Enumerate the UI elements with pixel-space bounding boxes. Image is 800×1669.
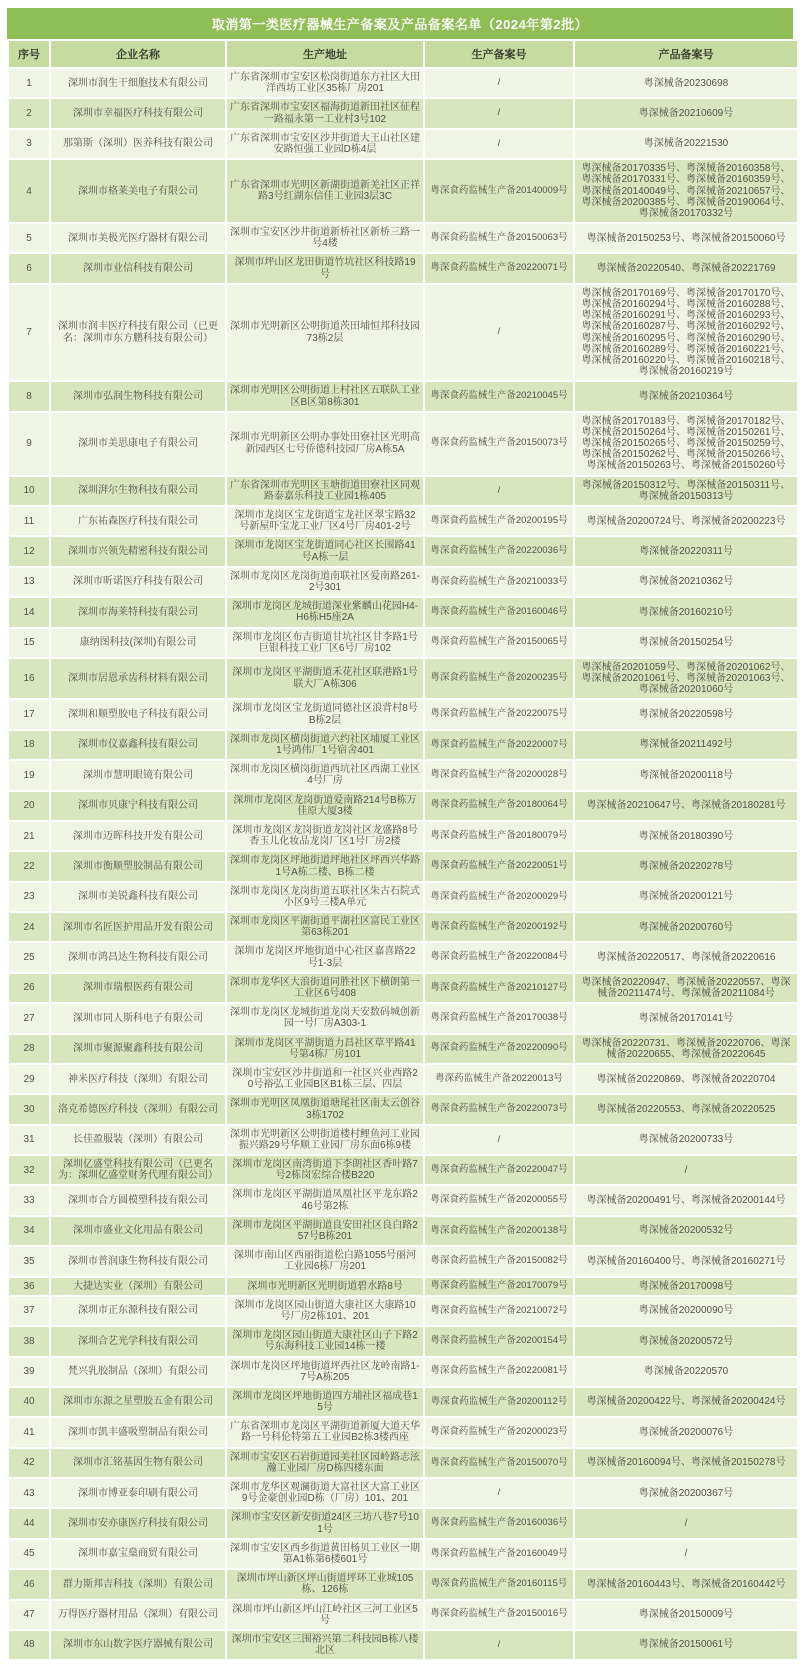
production-address: 深圳市龙岗区平湖街道凤凰社区平龙东路246号第2栋 [227, 1186, 423, 1214]
company-name: 万得医疗器材用品（深圳）有限公司 [51, 1601, 225, 1629]
table-row [9, 731, 797, 759]
row-index: 22 [9, 852, 49, 880]
table-row [9, 1247, 797, 1275]
table-row [9, 1278, 797, 1295]
row-index: 32 [9, 1156, 49, 1184]
product-record-no: 粤深械备20160210号 [575, 598, 797, 626]
production-address: 深圳市宝安区西乡街道黄田杨贝工业区一期第A1栋第6楼601号 [227, 1540, 423, 1568]
production-address: 深圳市龙岗区龙岗街道爱南路214号B栋万佳原大厦3楼 [227, 792, 423, 820]
column-header-production-record: 生产备案号 [425, 41, 573, 67]
production-address: 广东省深圳市宝安区福海街道新田社区征程一路福永第一工业村3号102 [227, 99, 423, 127]
production-record-no: / [425, 99, 573, 127]
production-record-no: 粤深食药监械生产备20200029号 [425, 883, 573, 911]
production-record-no: / [425, 1631, 573, 1659]
product-record-no: 粤深械备20220869、粤深械备20220704 [575, 1065, 797, 1093]
column-header-index: 序号 [9, 41, 49, 67]
table-row [9, 254, 797, 282]
product-record-no: 粤深械备20200760号 [575, 913, 797, 941]
company-name: 深圳市普润康生物科技有限公司 [51, 1247, 225, 1275]
production-record-no: 粤深食药监械生产备20200023号 [425, 1418, 573, 1446]
company-name: 长佳盈服装（深圳）有限公司 [51, 1126, 225, 1154]
row-index: 47 [9, 1601, 49, 1629]
company-name: 深圳市昕诺医疗科技有限公司 [51, 568, 225, 596]
product-record-no: 粤深械备20201059号、粤深械备20201062号、粤深械备20201061号、粤深械备20201063号、粤深械备20201060号 [575, 659, 797, 699]
company-name: 深圳市格莱美电子有限公司 [51, 160, 225, 222]
row-index: 48 [9, 1631, 49, 1659]
row-index: 26 [9, 974, 49, 1002]
table-row [9, 792, 797, 820]
product-record-no: 粤深械备20150253号、粤深械备20150060号 [575, 224, 797, 252]
table-row [9, 761, 797, 789]
production-address: 深圳市光明新区光明街道碧水路8号 [227, 1278, 423, 1295]
product-record-no: 粤深械备20220947、粤深械备20220557、粤深械备20211474号、粤深械备20211084号 [575, 974, 797, 1002]
company-name: 深圳市名匠医护用品开发有限公司 [51, 913, 225, 941]
row-index: 7 [9, 285, 49, 381]
production-address: 深圳市龙岗区平湖街道禾花社区联港路1号联大厂A栋306 [227, 659, 423, 699]
table-row [9, 659, 797, 699]
row-index: 35 [9, 1247, 49, 1275]
production-record-no: 粤深食药监械生产备20170038号 [425, 1004, 573, 1032]
row-index: 43 [9, 1479, 49, 1507]
production-address: 深圳市光明新区公明街道楼村鲤鱼河工业园振兴路29号华顺工业园厂房东面6栋9楼 [227, 1126, 423, 1154]
row-index: 27 [9, 1004, 49, 1032]
production-record-no: 粤深食药监械生产备20180079号 [425, 822, 573, 850]
production-address: 深圳市龙岗区园山街道大康社区山子下路2号东海科技工业园14栋一楼 [227, 1327, 423, 1355]
production-address: 广东省深圳市宝安区松岗街道东方社区大田洋西坊工业区35栋厂房201 [227, 69, 423, 97]
row-index: 1 [9, 69, 49, 97]
company-name: 深圳市弘润生物科技有限公司 [51, 382, 225, 410]
company-name: 深圳市润丰医疗科技有限公司（已更名：深圳市东方鹏科技有限公司） [51, 285, 225, 381]
product-record-no: 粤深械备20170098号 [575, 1278, 797, 1295]
production-address: 深圳市宝安区新安街道24区三坊八巷7号101号 [227, 1509, 423, 1537]
table-row [9, 1035, 797, 1063]
production-record-no: 粤深食药监械生产备20210045号 [425, 382, 573, 410]
company-name: 深圳合艺光学科技有限公司 [51, 1327, 225, 1355]
production-record-no: / [425, 285, 573, 381]
production-record-no: 粤深食药监械生产备20200195号 [425, 507, 573, 535]
company-name: 深圳市美极光医疗器材有限公司 [51, 224, 225, 252]
company-name: 深圳市仪嘉鑫科技有限公司 [51, 731, 225, 759]
production-address: 深圳市龙华区大浪街道同胜社区下横朗第一工业区6号408 [227, 974, 423, 1002]
product-record-no: 粤深械备20220570 [575, 1358, 797, 1386]
production-address: 深圳市龙岗区横岗街道六约社区埔厦工业区1号鸿伟厂1号宿舍401 [227, 731, 423, 759]
company-name: 大捷达实业（深圳）有限公司 [51, 1278, 225, 1295]
table-row [9, 1126, 797, 1154]
product-record-no: 粤深械备20220598号 [575, 700, 797, 728]
product-record-no: 粤深械备20200572号 [575, 1327, 797, 1355]
production-address: 深圳市龙岗区龙岗街道五联社区朱古石院式小区9号三楼A单元 [227, 883, 423, 911]
table-row [9, 477, 797, 505]
row-index: 4 [9, 160, 49, 222]
production-record-no: 粤深药监械生产备20220013号 [425, 1065, 573, 1093]
production-record-no: 粤深食药监械生产备20160049号 [425, 1540, 573, 1568]
product-record-no: 粤深械备20170141号 [575, 1004, 797, 1032]
company-name: 深圳市博亚泰印刷有限公司 [51, 1479, 225, 1507]
production-address: 深圳市光明区凤凰街道塘尾社区南太云创谷3栋1702 [227, 1095, 423, 1123]
production-record-no: 粤深食药监械生产备20150082号 [425, 1247, 573, 1275]
product-record-no: 粤深械备20180390号 [575, 822, 797, 850]
company-name: 深圳市东山数字医疗器械有限公司 [51, 1631, 225, 1659]
table-row [9, 913, 797, 941]
product-record-no: 粤深械备20150254号 [575, 629, 797, 657]
production-record-no: 粤深食药监械生产备20220036号 [425, 537, 573, 565]
product-record-no: 粤深械备20200118号 [575, 761, 797, 789]
row-index: 30 [9, 1095, 49, 1123]
table-row [9, 974, 797, 1002]
production-address: 广东省深圳市宝安区沙井街道大王山社区建安路恒强工业园D栋4层 [227, 130, 423, 158]
production-address: 深圳市龙岗区平湖街道良安田社区良白路257号B栋201 [227, 1217, 423, 1245]
company-name: 深圳市衡顺塑胶制品有限公司 [51, 852, 225, 880]
table-row [9, 130, 797, 158]
production-record-no: 粤深食药监械生产备20150073号 [425, 413, 573, 475]
row-index: 33 [9, 1186, 49, 1214]
row-index: 44 [9, 1509, 49, 1537]
table-row [9, 1479, 797, 1507]
company-name: 深圳湃尔生物科技有限公司 [51, 477, 225, 505]
table-row [9, 99, 797, 127]
company-name: 深圳市鸿昌达生物科技有限公司 [51, 943, 225, 971]
company-name: 深圳市同人斯科电子有限公司 [51, 1004, 225, 1032]
production-address: 深圳市宝安区沙井街道新桥社区新桥三路一号4楼 [227, 224, 423, 252]
production-record-no: 粤深食药监械生产备20210127号 [425, 974, 573, 1002]
table-row [9, 1388, 797, 1416]
production-address: 深圳市龙岗区坪地街道中心社区嘉喜路22号1-3层 [227, 943, 423, 971]
company-name: 深圳亿盛堂科技有限公司（已更名为：深圳亿盛堂财务代理有限公司） [51, 1156, 225, 1184]
production-address: 深圳市龙岗区宝龙街道宝龙社区翠宝路32号新屋吓宝龙工业厂区4号厂房401-2号 [227, 507, 423, 535]
table-row [9, 1004, 797, 1032]
production-address: 广东省深圳市光明区玉塘街道田寮社区同观路泰嘉乐科技工业园1栋405 [227, 477, 423, 505]
company-name: 深圳市汇铭基因生物有限公司 [51, 1449, 225, 1477]
table-row [9, 598, 797, 626]
table-row [9, 1186, 797, 1214]
company-name: 康纳图科技(深圳)有限公司 [51, 629, 225, 657]
production-address: 深圳市龙岗区坪地街道坪西社区龙岭南路1-7号A栋205 [227, 1358, 423, 1386]
production-record-no: 粤深食药监械生产备20220073号 [425, 1095, 573, 1123]
product-record-no: 粤深械备20220311号 [575, 537, 797, 565]
row-index: 17 [9, 700, 49, 728]
production-record-no: 粤深食药监械生产备20210072号 [425, 1297, 573, 1325]
product-record-no: 粤深械备20200733号 [575, 1126, 797, 1154]
product-record-no: / [575, 1509, 797, 1537]
production-address: 深圳市龙华区观澜街道大富社区大富工业区9号金豪创业园D栋（厂房）101、201 [227, 1479, 423, 1507]
row-index: 29 [9, 1065, 49, 1093]
row-index: 10 [9, 477, 49, 505]
production-address: 深圳市龙岗区龙城街道深业紫麟山花园H4-H6栋H5座2A [227, 598, 423, 626]
production-record-no: 粤深食药监械生产备20220007号 [425, 731, 573, 759]
production-record-no: 粤深食药监械生产备20160115号 [425, 1570, 573, 1598]
company-name: 深圳市安亦康医疗科技有限公司 [51, 1509, 225, 1537]
row-index: 36 [9, 1278, 49, 1295]
table-row [9, 943, 797, 971]
table-row [9, 1297, 797, 1325]
production-address: 深圳市龙岗区园山街道大康社区大康路10号厂房2栋101、201 [227, 1297, 423, 1325]
production-address: 深圳市龙岗区横岗街道西坑社区西湖工业区4号厂房 [227, 761, 423, 789]
production-address: 深圳市宝安区三围裕兴第二科技园B栋八楼北区 [227, 1631, 423, 1659]
product-record-no: 粤深械备20230698 [575, 69, 797, 97]
table-row [9, 69, 797, 97]
production-address: 深圳市光明新区公明办事处田寮社区光明高新园西区七号侨德科技园厂房A栋5A [227, 413, 423, 475]
company-name: 深圳市聚源聚鑫科技有限公司 [51, 1035, 225, 1063]
product-record-no: 粤深械备20200422号、粤深械备20200424号 [575, 1388, 797, 1416]
product-record-no: 粤深械备20170335号、粤深械备20160358号、粤深械备20170331号、粤深械备20160359号、粤深械备20140049号、粤深械备20210657号、粤深械备20200385号、粤深械备20190064号、粤深械备20170332号 [575, 160, 797, 222]
production-record-no: 粤深食药监械生产备20200235号 [425, 659, 573, 699]
product-record-no: 粤深械备20210647号、粤深械备20180281号 [575, 792, 797, 820]
row-index: 45 [9, 1540, 49, 1568]
product-record-no: 粤深械备20150061号 [575, 1631, 797, 1659]
product-record-no: 粤深械备20220517、粤深械备20220616 [575, 943, 797, 971]
production-record-no: 粤深食药监械生产备20220084号 [425, 943, 573, 971]
product-record-no: 粤深械备20200724号、粤深械备20200223号 [575, 507, 797, 535]
company-name: 深圳市居恩承齿科材料有限公司 [51, 659, 225, 699]
row-index: 9 [9, 413, 49, 475]
product-record-no: 粤深械备20210609号 [575, 99, 797, 127]
company-name: 深圳市正东源科技有限公司 [51, 1297, 225, 1325]
production-record-no: 粤深食药监械生产备20180064号 [425, 792, 573, 820]
column-header-address: 生产地址 [227, 41, 423, 67]
product-record-no: 粤深械备20211492号 [575, 731, 797, 759]
table-row [9, 700, 797, 728]
production-address: 深圳市龙岗区布吉街道甘坑社区甘李路1号巨银科技工业厂区6号厂房102 [227, 629, 423, 657]
column-header-company: 企业名称 [51, 41, 225, 67]
product-record-no: 粤深械备20200367号 [575, 1479, 797, 1507]
production-record-no: / [425, 1479, 573, 1507]
company-name: 深圳和顺塑胶电子科技有限公司 [51, 700, 225, 728]
production-record-no: 粤深食药监械生产备20220071号 [425, 254, 573, 282]
production-address: 深圳市龙岗区龙岗街道南联社区爱南路261-2号301 [227, 568, 423, 596]
company-name: 深圳市瑞根医药有限公司 [51, 974, 225, 1002]
row-index: 46 [9, 1570, 49, 1598]
production-address: 广东省深圳市光明区新湖街道新羌社区正祥路3号红湖东信佳工业园3层3C [227, 160, 423, 222]
company-name: 深圳市嘉宝燊商贸有限公司 [51, 1540, 225, 1568]
table-body [9, 69, 797, 1659]
company-name: 深圳市迈晖科技开发有限公司 [51, 822, 225, 850]
product-record-no: 粤深械备20200491号、粤深械备20200144号 [575, 1186, 797, 1214]
production-record-no: 粤深食药监械生产备20200154号 [425, 1327, 573, 1355]
production-address: 深圳市坪山新区坪山街道坪环工业城105栋、126栋 [227, 1570, 423, 1598]
company-name: 广东祐森医疗科技有限公司 [51, 507, 225, 535]
table-row [9, 883, 797, 911]
table-row [9, 160, 797, 222]
row-index: 12 [9, 537, 49, 565]
table-row [9, 1327, 797, 1355]
product-record-no: 粤深械备20200121号 [575, 883, 797, 911]
production-address: 深圳市宝安区石岩街道园美社区园岭路志泫瀚工业园厂房D栋四楼东面 [227, 1449, 423, 1477]
product-record-no: 粤深械备20210362号 [575, 568, 797, 596]
product-record-no: 粤深械备20220731、粤深械备20220706、粤深械备20220655、粤深械备20220645 [575, 1035, 797, 1063]
row-index: 42 [9, 1449, 49, 1477]
production-record-no: 粤深食药监械生产备20150016号 [425, 1601, 573, 1629]
table-row [9, 1156, 797, 1184]
production-address: 深圳市坪山新区坪山江岭社区三河工业区5号 [227, 1601, 423, 1629]
production-address: 深圳市龙岗区龙岗街道龙岗社区龙盛路8号香玉儿化妆品龙岗厂区1号厂房2楼 [227, 822, 423, 850]
row-index: 34 [9, 1217, 49, 1245]
row-index: 5 [9, 224, 49, 252]
product-record-no: 粤深械备20220540、粤深械备20221769 [575, 254, 797, 282]
row-index: 25 [9, 943, 49, 971]
product-record-no: 粤深械备20210364号 [575, 382, 797, 410]
production-address: 深圳市龙岗区宝龙街道同心社区长围路41号A栋一层 [227, 537, 423, 565]
production-address: 深圳市龙岗区南湾街道下李朗社区香叶路7号2栋岗宏综合楼B220 [227, 1156, 423, 1184]
row-index: 18 [9, 731, 49, 759]
row-index: 37 [9, 1297, 49, 1325]
product-record-no: 粤深械备20221530 [575, 130, 797, 158]
table-row [9, 1509, 797, 1537]
company-name: 群力斯邦吉科技（深圳）有限公司 [51, 1570, 225, 1598]
product-record-no: 粤深械备20150312号、粤深械备20150311号、粤深械备20150313号 [575, 477, 797, 505]
production-address: 深圳市坪山区龙田街道竹坑社区科技路19号 [227, 254, 423, 282]
production-address: 深圳市南山区西丽街道松白路1055号丽河工业园6栋厂房201 [227, 1247, 423, 1275]
table-row [9, 1095, 797, 1123]
table-row [9, 822, 797, 850]
production-record-no: / [425, 477, 573, 505]
production-address: 深圳市龙岗区平湖街道力昌社区草平路41号第4栋厂房101 [227, 1035, 423, 1063]
table-row [9, 1540, 797, 1568]
company-name: 梵兴乳胶制品（深圳）有限公司 [51, 1358, 225, 1386]
company-name: 神米医疗科技（深圳）有限公司 [51, 1065, 225, 1093]
production-record-no: 粤深食药监械生产备20150065号 [425, 629, 573, 657]
row-index: 23 [9, 883, 49, 911]
row-index: 11 [9, 507, 49, 535]
product-record-no: 粤深械备20160400号、粤深械备20160271号 [575, 1247, 797, 1275]
company-name: 洛克希德医疗科技（深圳）有限公司 [51, 1095, 225, 1123]
product-record-no: 粤深械备20200532号 [575, 1217, 797, 1245]
production-address: 深圳市龙岗区宝龙街道同德社区浪背村8号B栋2层 [227, 700, 423, 728]
company-name: 深圳市盛业文化用品有限公司 [51, 1217, 225, 1245]
product-record-no: 粤深械备20160443号、粤深械备20160442号 [575, 1570, 797, 1598]
production-address: 深圳市龙岗区坪地街道坪地社区坪西兴华路1号A栋二楼、B栋二楼 [227, 852, 423, 880]
company-name: 深圳市美思康电子有限公司 [51, 413, 225, 475]
row-index: 24 [9, 913, 49, 941]
row-index: 41 [9, 1418, 49, 1446]
production-record-no: 粤深食药监械生产备20220081号 [425, 1358, 573, 1386]
production-record-no: 粤深食药监械生产备20210033号 [425, 568, 573, 596]
company-name: 深圳市贝康宁科技有限公司 [51, 792, 225, 820]
production-record-no: 粤深食药监械生产备20160036号 [425, 1509, 573, 1537]
product-record-no: 粤深械备20170183号、粤深械备20170182号、粤深械备20150264号、粤深械备20150261号、粤深械备20150265号、粤深械备20150259号、粤深械备20150262号、粤深械备20150266号、粤深械备20150263号、粤深械备20150260号 [575, 413, 797, 475]
table-row [9, 382, 797, 410]
production-record-no: 粤深食药监械生产备20220090号 [425, 1035, 573, 1063]
table-row [9, 285, 797, 381]
row-index: 8 [9, 382, 49, 410]
production-record-no: 粤深食药监械生产备20200192号 [425, 913, 573, 941]
company-name: 深圳市美锐鑫科技有限公司 [51, 883, 225, 911]
company-name: 深圳市海莱特科技有限公司 [51, 598, 225, 626]
product-record-no: 粤深械备20200076号 [575, 1418, 797, 1446]
production-address: 深圳市光明新区公明街道茨田埔恒邦科技园73栋2层 [227, 285, 423, 381]
production-address: 深圳市光明区公明街道上村社区五联队工业区B区第8栋301 [227, 382, 423, 410]
header-row [9, 41, 797, 67]
table-row [9, 1217, 797, 1245]
table-row [9, 1449, 797, 1477]
table-title: 取消第一类医疗器械生产备案及产品备案名单（2024年第2批） [7, 8, 793, 39]
production-record-no: / [425, 69, 573, 97]
company-name: 深圳市业信科技有限公司 [51, 254, 225, 282]
company-name: 深圳市合方圆模塑科技有限公司 [51, 1186, 225, 1214]
product-record-no: 粤深械备20220278号 [575, 852, 797, 880]
row-index: 15 [9, 629, 49, 657]
row-index: 20 [9, 792, 49, 820]
product-record-no: / [575, 1540, 797, 1568]
production-record-no: 粤深食药监械生产备20170079号 [425, 1278, 573, 1295]
company-name: 深圳市东源之星塑胶五金有限公司 [51, 1388, 225, 1416]
production-record-no: 粤深食药监械生产备20200055号 [425, 1186, 573, 1214]
row-index: 3 [9, 130, 49, 158]
table-row [9, 537, 797, 565]
company-name: 深圳市凯丰盛吸塑制品有限公司 [51, 1418, 225, 1446]
production-record-no: 粤深食药监械生产备20140009号 [425, 160, 573, 222]
table-row [9, 852, 797, 880]
production-record-no: 粤深食药监械生产备20160046号 [425, 598, 573, 626]
company-name: 深圳市幸福医疗科技有限公司 [51, 99, 225, 127]
production-address: 广东省深圳市龙岗区平湖街道新厦大道天华路一号科伦特第五工业园B2栋3楼西座 [227, 1418, 423, 1446]
product-record-no: / [575, 1156, 797, 1184]
production-record-no: / [425, 1126, 573, 1154]
production-record-no: 粤深食药监械生产备20150070号 [425, 1449, 573, 1477]
production-record-no: 粤深食药监械生产备20200028号 [425, 761, 573, 789]
product-record-no: 粤深械备20220553、粤深械备20220525 [575, 1095, 797, 1123]
company-name: 深圳市兴领先精密科技有限公司 [51, 537, 225, 565]
product-record-no: 粤深械备20160094号、粤深械备20150278号 [575, 1449, 797, 1477]
company-name: 那第斯（深圳）医养科技有限公司 [51, 130, 225, 158]
row-index: 39 [9, 1358, 49, 1386]
production-record-no: 粤深食药监械生产备20150063号 [425, 224, 573, 252]
cancellation-table [7, 39, 799, 1661]
table-row [9, 629, 797, 657]
column-header-product-record: 产品备案号 [575, 41, 797, 67]
row-index: 19 [9, 761, 49, 789]
production-record-no: 粤深食药监械生产备20220051号 [425, 852, 573, 880]
product-record-no: 粤深械备20150009号 [575, 1601, 797, 1629]
row-index: 16 [9, 659, 49, 699]
row-index: 14 [9, 598, 49, 626]
row-index: 38 [9, 1327, 49, 1355]
table-row [9, 1358, 797, 1386]
table-row [9, 568, 797, 596]
row-index: 21 [9, 822, 49, 850]
production-address: 深圳市龙岗区坪地街道四方埔社区福成巷15号 [227, 1388, 423, 1416]
product-record-no: 粤深械备20170169号、粤深械备20170170号、粤深械备20160294号、粤深械备20160288号、粤深械备20160291号、粤深械备20160293号、粤深械备20160287号、粤深械备20160292号、粤深械备20160295号、粤深械备20160290号、粤深械备20160289号、粤深械备20160221号、粤深械备20160220号、粤深械备20160218号、粤深械备20160219号 [575, 285, 797, 381]
row-index: 28 [9, 1035, 49, 1063]
table-row [9, 224, 797, 252]
production-address: 深圳市龙岗区平湖街道平湖社区富民工业区第63栋201 [227, 913, 423, 941]
table-row [9, 1570, 797, 1598]
company-name: 深圳市润生干细胞技术有限公司 [51, 69, 225, 97]
row-index: 31 [9, 1126, 49, 1154]
table-row [9, 1418, 797, 1446]
product-record-no: 粤深械备20200090号 [575, 1297, 797, 1325]
row-index: 6 [9, 254, 49, 282]
row-index: 2 [9, 99, 49, 127]
row-index: 13 [9, 568, 49, 596]
production-record-no: 粤深食药监械生产备20200138号 [425, 1217, 573, 1245]
table-row [9, 1601, 797, 1629]
production-address: 深圳市宝安区沙井街道和一社区兴业西路20号裕弘工业园B区B1栋三层、四层 [227, 1065, 423, 1093]
production-address: 深圳市龙岗区龙城街道龙岗天安数码城创新园一号厂房A303-1 [227, 1004, 423, 1032]
production-record-no: 粤深食药监械生产备20220075号 [425, 700, 573, 728]
table-row [9, 1631, 797, 1659]
row-index: 40 [9, 1388, 49, 1416]
production-record-no: / [425, 130, 573, 158]
production-record-no: 粤深食药监械生产备20220047号 [425, 1156, 573, 1184]
production-record-no: 粤深食药监械生产备20200112号 [425, 1388, 573, 1416]
table-row [9, 507, 797, 535]
table-row [9, 1065, 797, 1093]
table-row [9, 413, 797, 475]
company-name: 深圳市慧明眼镜有限公司 [51, 761, 225, 789]
